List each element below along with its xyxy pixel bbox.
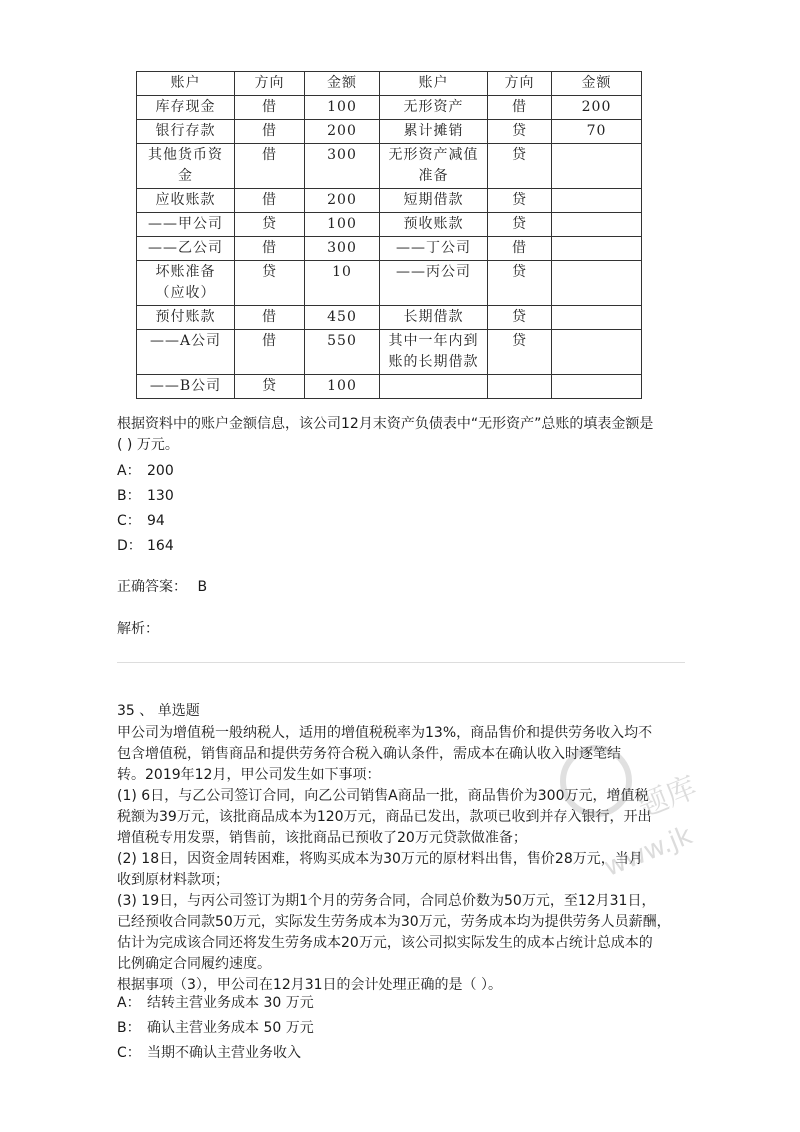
ledger-cell-account-2: 短期借款 (380, 189, 488, 213)
watermark-url: www.jk (600, 820, 697, 883)
q35-line: 估计为完成该合同还将发生劳务成本20万元，该公司拟实际发生的成本占统计总成本的 (117, 935, 653, 951)
ledger-row (137, 261, 642, 306)
header-direction: 方向 (235, 72, 305, 96)
option-text: 200 (147, 463, 174, 479)
ledger-cell-amount-2 (552, 375, 642, 399)
ledger-cell-direction: 借 (235, 330, 305, 375)
q34-option-a[interactable] (117, 461, 174, 481)
ledger-cell-amount: 100 (305, 213, 380, 237)
header-account-2: 账户 (380, 72, 488, 96)
ledger-cell-direction: 借 (235, 96, 305, 120)
analysis-label: 解析： (117, 621, 159, 637)
ledger-cell-account: 库存现金 (137, 96, 235, 120)
ledger-cell-amount-2 (552, 144, 642, 189)
ledger-cell-account: ——乙公司 (137, 237, 235, 261)
option-letter: D： (117, 538, 142, 554)
ledger-cell-direction-2: 借 (488, 237, 552, 261)
ledger-row (137, 144, 642, 189)
ledger-cell-direction: 借 (235, 237, 305, 261)
q34-option-c[interactable] (117, 511, 165, 531)
ledger-cell-account-2: 累计摊销 (380, 120, 488, 144)
q34-option-b[interactable] (117, 486, 174, 506)
ledger-cell-account-2: 无形资产 (380, 96, 488, 120)
ledger-cell-direction-2: 贷 (488, 120, 552, 144)
ledger-row (137, 375, 642, 399)
option-text: 94 (147, 513, 165, 529)
ledger-cell-amount: 100 (305, 96, 380, 120)
ledger-cell-amount: 300 (305, 144, 380, 189)
option-letter: B： (117, 488, 141, 504)
ledger-cell-direction: 借 (235, 144, 305, 189)
ledger-cell-amount-2 (552, 189, 642, 213)
q35-header: 35 、 单选题 (117, 703, 200, 719)
answer-value: B (197, 579, 208, 595)
ledger-cell-amount-2: 70 (552, 120, 642, 144)
ledger-cell-amount: 200 (305, 189, 380, 213)
ledger-cell-account: 预付账款 (137, 306, 235, 330)
ledger-row (137, 96, 642, 120)
option-letter: C： (117, 513, 141, 529)
ledger-cell-direction: 借 (235, 120, 305, 144)
q34-stem (117, 414, 687, 456)
ledger-cell-amount-2 (552, 306, 642, 330)
ledger-row (137, 120, 642, 144)
ledger-cell-account-2: ——丙公司 (380, 261, 488, 306)
ledger-cell-direction: 贷 (235, 261, 305, 306)
option-letter: B： (117, 1020, 141, 1036)
watermark-text: 题库 (632, 769, 702, 825)
q35-line: 比例确定合同履约速度。 (117, 956, 271, 972)
option-text: 结转主营业务成本 30 万元 (147, 995, 314, 1011)
ledger-cell-account: ——B公司 (137, 375, 235, 399)
q35-line: 包含增值税，销售商品和提供劳务符合税入确认条件，需成本在确认收入时逐笔结 (117, 746, 621, 762)
q34-stem-line: ( ) 万元。 (117, 437, 179, 453)
q34-answer (117, 577, 207, 597)
header-account: 账户 (137, 72, 235, 96)
option-text: 164 (147, 538, 174, 554)
ledger-row (137, 189, 642, 213)
ledger-cell-account: ——A公司 (137, 330, 235, 375)
header-direction-2: 方向 (488, 72, 552, 96)
ledger-cell-direction-2: 贷 (488, 261, 552, 306)
q35-option-c[interactable] (117, 1043, 301, 1063)
q34-stem-line: 根据资料中的账户金额信息，该公司12月末资产负债表中“无形资产”总账的填表金额是 (117, 416, 654, 432)
q35-line: (3) 19日，与丙公司签订为期1个月的劳务合同，合同总价数为50万元，至12月31日， (117, 893, 656, 909)
ledger-cell-account-2: ——丁公司 (380, 237, 488, 261)
ledger-row (137, 237, 642, 261)
ledger-cell-account-2: 预收账款 (380, 213, 488, 237)
q35-line: (2) 18日，因资金周转困难，将购买成本为30万元的原材料出售，售价28万元，当月 (117, 851, 643, 867)
ledger-cell-direction-2: 贷 (488, 144, 552, 189)
option-letter: A： (117, 995, 141, 1011)
ledger-cell-direction-2: 贷 (488, 330, 552, 375)
ledger-cell-amount-2 (552, 330, 642, 375)
ledger-cell-amount: 300 (305, 237, 380, 261)
ledger-row (137, 330, 642, 375)
q35-line: 收到原材料款项； (117, 872, 229, 888)
ledger-cell-account-2: 长期借款 (380, 306, 488, 330)
ledger-row (137, 306, 642, 330)
option-text: 130 (147, 488, 174, 504)
q35-line: 税额为39万元，该批商品成本为120万元，商品已发出，款项已收到并存入银行，开出 (117, 809, 652, 825)
answer-label: 正确答案： (117, 579, 187, 595)
ledger-cell-direction-2: 贷 (488, 306, 552, 330)
ledger-cell-direction-2: 借 (488, 96, 552, 120)
ledger-cell-amount-2 (552, 261, 642, 306)
ledger-cell-amount-2 (552, 237, 642, 261)
ledger-cell-account: 应收账款 (137, 189, 235, 213)
q35-line: 根据事项（3），甲公司在12月31日的会计处理正确的是（ ）。 (117, 977, 502, 993)
q35-option-a[interactable] (117, 993, 314, 1013)
ledger-cell-direction: 借 (235, 189, 305, 213)
ledger-cell-account-2: 无形资产减值准备 (380, 144, 488, 189)
option-letter: C： (117, 1045, 141, 1061)
ledger-cell-account: 其他货币资金 (137, 144, 235, 189)
ledger-cell-amount: 450 (305, 306, 380, 330)
ledger-cell-direction: 借 (235, 306, 305, 330)
ledger-cell-direction-2: 贷 (488, 189, 552, 213)
ledger-cell-account: ——甲公司 (137, 213, 235, 237)
q35-line: 已经预收合同款50万元，实际发生劳务成本为30万元，劳务成本均为提供劳务人员薪酬， (117, 914, 671, 930)
ledger-cell-account-2 (380, 375, 488, 399)
q35-line: 甲公司为增值税一般纳税人，适用的增值税税率为13%，商品售价和提供劳务收入均不 (117, 725, 653, 741)
ledger-cell-account: 坏账准备（应收） (137, 261, 235, 306)
ledger-table (136, 71, 642, 399)
ledger-cell-amount: 200 (305, 120, 380, 144)
divider (117, 662, 685, 663)
ledger-cell-amount-2 (552, 213, 642, 237)
q35-line: 转。2019年12月，甲公司发生如下事项： (117, 767, 381, 783)
ledger-header-row (137, 72, 642, 96)
ledger-cell-amount: 10 (305, 261, 380, 306)
q34-option-d[interactable] (117, 536, 174, 556)
ledger-cell-direction-2: 贷 (488, 213, 552, 237)
ledger-cell-direction: 贷 (235, 375, 305, 399)
ledger-row (137, 213, 642, 237)
ledger-cell-direction: 贷 (235, 213, 305, 237)
ledger-cell-direction-2 (488, 375, 552, 399)
option-letter: A： (117, 463, 141, 479)
q35-stem (117, 723, 687, 996)
q35-line: 增值税专用发票，销售前，该批商品已预收了20万元贷款做准备； (117, 830, 527, 846)
ledger-cell-amount: 550 (305, 330, 380, 375)
option-text: 当期不确认主营业务收入 (147, 1045, 301, 1061)
ledger-cell-amount-2: 200 (552, 96, 642, 120)
ledger-cell-amount: 100 (305, 375, 380, 399)
option-text: 确认主营业务成本 50 万元 (147, 1020, 314, 1036)
q35-line: (1) 6日，与乙公司签订合同，向乙公司销售A商品一批，商品售价为300万元，增值税 (117, 788, 649, 804)
ledger-cell-account-2: 其中一年内到账的长期借款 (380, 330, 488, 375)
q34-analysis (117, 619, 159, 639)
q35-option-b[interactable] (117, 1018, 314, 1038)
header-amount-2: 金额 (552, 72, 642, 96)
header-amount: 金额 (305, 72, 380, 96)
ledger-cell-account: 银行存款 (137, 120, 235, 144)
